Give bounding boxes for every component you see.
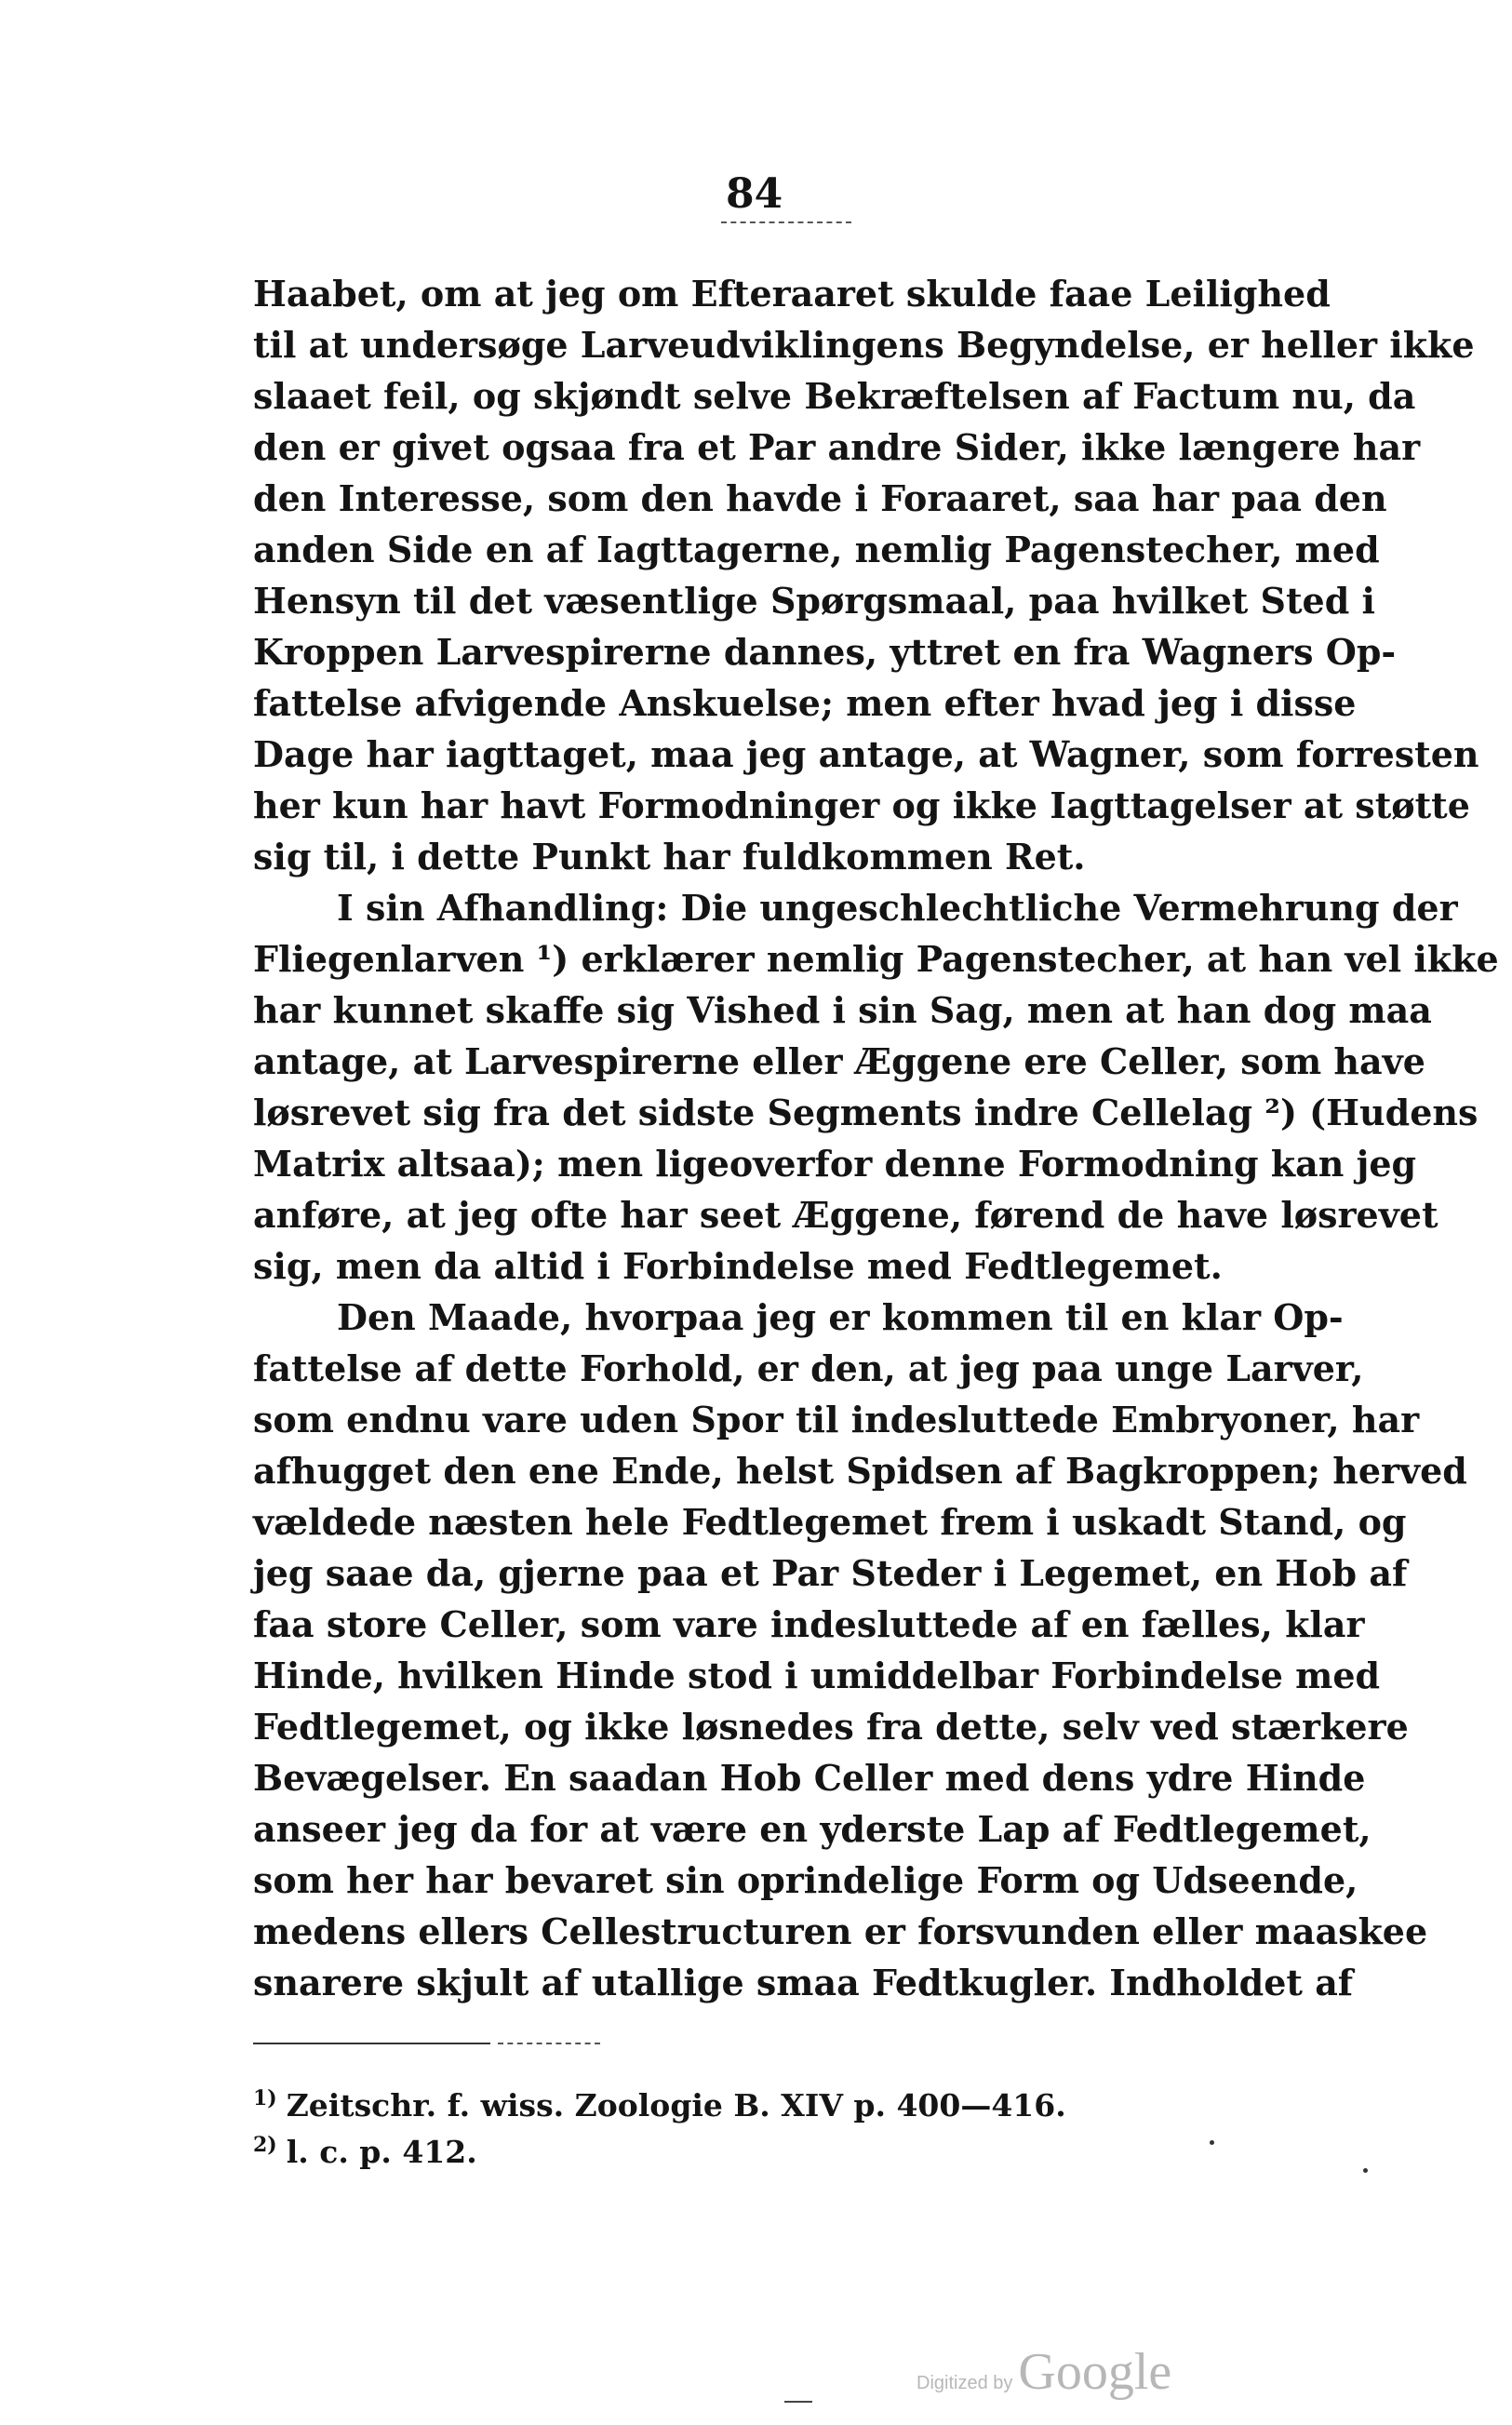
text-line: slaaet feil, og skjøndt selve Bekræftelsen af Factum nu, da xyxy=(253,375,1416,417)
watermark-prefix: Digitized by xyxy=(917,2373,1013,2393)
footnote-text: l. c. p. 412. xyxy=(286,2134,477,2170)
stray-dot xyxy=(1210,2140,1214,2145)
text-line: vældede næsten hele Fedtlegemet frem i uskadt Stand, og xyxy=(253,1501,1407,1543)
text-line: faa store Celler, som vare indesluttede af en fælles, klar xyxy=(253,1603,1365,1645)
text-line: snarere skjult af utallige smaa Fedtkugler. Indholdet af xyxy=(253,1962,1354,2003)
text-line: den Interesse, som den havde i Foraaret, saa har paa den xyxy=(253,477,1387,519)
footnote-mark: 2) xyxy=(253,2133,277,2157)
text-line: medens ellers Cellestructuren er forsvunden eller maaskee xyxy=(253,1910,1428,1952)
footnote-1 xyxy=(253,2075,1066,2122)
text-line: Kroppen Larvespirerne dannes, yttret en fra Wagners Op- xyxy=(253,631,1397,673)
text-line: sig til, i dette Punkt har fuldkommen Ret. xyxy=(253,836,1086,878)
text-line: I sin Afhandling: Die ungeschlechtliche Vermehrung der xyxy=(337,887,1458,929)
text-line: Hensyn til det væsentlige Spørgsmaal, paa hvilket Sted i xyxy=(253,580,1375,622)
text-line: løsrevet sig fra det sidste Segments indre Cellelag ²) (Hudens xyxy=(253,1092,1479,1133)
google-logo: Google xyxy=(1018,2343,1172,2401)
text-line: afhugget den ene Ende, helst Spidsen af Bagkroppen; herved xyxy=(253,1450,1467,1492)
text-line: til at undersøge Larveudviklingens Begyndelse, er heller ikke xyxy=(253,324,1475,366)
google-watermark xyxy=(917,2342,1171,2402)
text-line: har kunnet skaffe sig Vished i sin Sag, men at han dog maa xyxy=(253,989,1432,1031)
text-line: her kun har havt Formodninger og ikke Iagttagelser at støtte xyxy=(253,784,1470,826)
footnote-text: Zeitschr. f. wiss. Zoologie B. XIV p. 400—416. xyxy=(286,2087,1066,2124)
page-number: 84 xyxy=(726,170,783,218)
stray-dot xyxy=(1363,2168,1368,2173)
text-line: den er givet ogsaa fra et Par andre Sider, ikke længere har xyxy=(253,426,1421,468)
text-line: anføre, at jeg ofte har seet Æggene, førend de have løsrevet xyxy=(253,1194,1438,1236)
footnote-2 xyxy=(253,2122,1066,2168)
text-line: sig, men da altid i Forbindelse med Fedtlegemet. xyxy=(253,1245,1223,1287)
text-line: Fliegenlarven ¹) erklærer nemlig Pagenstecher, at han vel ikke xyxy=(253,938,1499,980)
text-line: Hinde, hvilken Hinde stod i umiddelbar Forbindelse med xyxy=(253,1655,1381,1696)
text-line: Haabet, om at jeg om Efteraaret skulde faae Leilighed xyxy=(253,273,1331,315)
text-line: Dage har iagttaget, maa jeg antage, at Wagner, som forresten xyxy=(253,733,1479,775)
text-line: antage, at Larvespirerne eller Æggene ere Celler, som have xyxy=(253,1040,1425,1082)
text-line: jeg saae da, gjerne paa et Par Steder i Legemet, en Hob af xyxy=(253,1552,1408,1594)
footnote-rule xyxy=(253,2043,490,2044)
text-line: som her har bevaret sin oprindelige Form og Udseende, xyxy=(253,1859,1358,1901)
text-line: Fedtlegemet, og ikke løsnedes fra dette, selv ved stærkere xyxy=(253,1706,1409,1748)
footnote-mark: 1) xyxy=(253,2086,277,2110)
body-text xyxy=(253,268,1499,2008)
text-line: fattelse afvigende Anskuelse; men efter hvad jeg i disse xyxy=(253,682,1357,724)
text-line: Bevægelser. En saadan Hob Celler med dens ydre Hinde xyxy=(253,1757,1366,1799)
text-line: anden Side en af Iagttagerne, nemlig Pagenstecher, med xyxy=(253,529,1380,570)
bottom-dash xyxy=(784,2401,812,2403)
footnote-rule-tail xyxy=(498,2043,600,2044)
page-number-rule xyxy=(721,221,851,223)
text-line: fattelse af dette Forhold, er den, at jeg paa unge Larver, xyxy=(253,1347,1364,1389)
footnotes xyxy=(253,2075,1066,2168)
text-line: som endnu vare uden Spor til indesluttede Embryoner, har xyxy=(253,1399,1420,1440)
text-line: Den Maade, hvorpaa jeg er kommen til en klar Op- xyxy=(337,1296,1344,1338)
text-line: anseer jeg da for at være en yderste Lap af Fedtlegemet, xyxy=(253,1808,1372,1850)
text-line: Matrix altsaa); men ligeoverfor denne Formodning kan jeg xyxy=(253,1143,1417,1185)
